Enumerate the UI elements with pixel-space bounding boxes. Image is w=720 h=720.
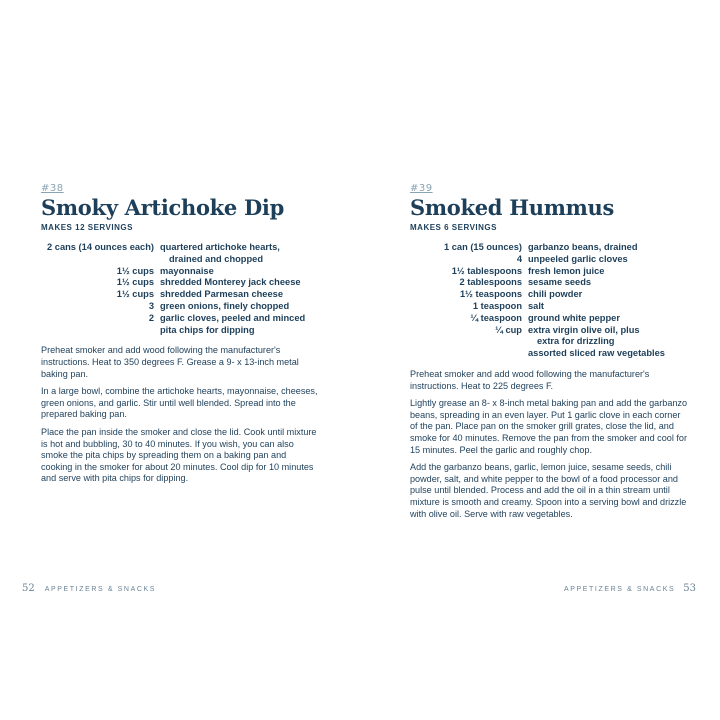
- page-number: 53: [683, 583, 696, 594]
- instruction-paragraph: Preheat smoker and add wood following the manufacturer's instructions. Heat to 350 degrees F. Grease a 9- x 13-inch metal baking pan.: [41, 345, 299, 379]
- ingredient-quantity: 1½ cups: [116, 277, 154, 288]
- ingredient-item: [160, 242, 319, 266]
- ingredient-quantity: 1 teaspoon: [472, 300, 522, 311]
- servings: MAKES 6 SERVINGS: [410, 223, 497, 232]
- ingredient-item: [528, 313, 690, 325]
- ingredient-item: [528, 242, 690, 254]
- ingredient-name: garbanzo beans, drained: [528, 242, 638, 252]
- ingredient-quantity: [41, 325, 154, 337]
- recipe-title: Smoked Hummus: [410, 195, 615, 220]
- instruction-paragraph: Preheat smoker and add wood following the manufacturer's instructions. Heat to 225 degrees F.: [410, 368, 650, 391]
- ingredient-name: chili powder: [528, 289, 583, 300]
- servings: MAKES 12 SERVINGS: [41, 223, 133, 232]
- ingredient-quantity: [410, 348, 522, 360]
- ingredient-quantity: 3: [148, 300, 154, 311]
- ingredient-quantity: 1½ cups: [116, 289, 154, 300]
- page-footer: [22, 583, 156, 594]
- ingredient-quantity: 2 tablespoons: [459, 277, 522, 288]
- ingredient-item: [160, 325, 319, 337]
- ingredient-name: extra virgin olive oil, plus: [528, 324, 640, 335]
- recipe-smoked-hummus: [410, 183, 690, 526]
- ingredient-quantity: ¼ cup: [495, 324, 522, 335]
- recipe-number: #38: [41, 183, 64, 194]
- ingredient-item: [160, 277, 319, 289]
- ingredient-list: [410, 242, 690, 360]
- ingredient-quantity: 1½ teaspoons: [459, 289, 522, 300]
- ingredient-quantity: 1 can (15 ounces): [443, 242, 522, 252]
- ingredient-name: ground white pepper: [528, 312, 620, 323]
- ingredient-name-continued: extra for drizzling: [537, 336, 615, 347]
- ingredient-quantity: ¼ teaspoon: [470, 312, 522, 323]
- instruction-paragraph: Place the pan inside the smoker and close the lid. Cook until mixture is hot and bubbling, 30 to 40 minutes. If you wish, you can also smoke the pita chips by spreading them on a baking pan and cooking in the smoker for about 20 minutes. Cool dip for 10 minutes and serve with pita chips for dipping.: [41, 426, 317, 484]
- recipe-artichoke-dip: [41, 183, 319, 491]
- instructions: [410, 369, 690, 520]
- ingredient-name: mayonnaise: [160, 265, 214, 276]
- ingredient-name: salt: [528, 300, 545, 311]
- ingredient-name: quartered artichoke hearts,: [160, 242, 280, 252]
- ingredient-list: [41, 242, 319, 336]
- ingredient-name: garlic cloves, peeled and minced: [160, 312, 306, 323]
- ingredient-item: [160, 289, 319, 301]
- ingredient-item: [528, 325, 690, 349]
- ingredient-item: [528, 289, 690, 301]
- ingredient-name: shredded Parmesan cheese: [160, 289, 283, 300]
- ingredient-quantity: 1½ cups: [116, 265, 154, 276]
- ingredient-item: [528, 254, 690, 266]
- instruction-paragraph: In a large bowl, combine the artichoke hearts, mayonnaise, cheeses, green onions, and garlic. Stir until well blended. Spread into the prepared baking pan.: [41, 386, 318, 420]
- ingredient-name-continued: drained and chopped: [169, 253, 264, 264]
- ingredient-item: [528, 266, 690, 278]
- section-name: APPETIZERS & SNACKS: [563, 586, 676, 593]
- recipe-title: Smoky Artichoke Dip: [41, 195, 284, 220]
- ingredient-name: sesame seeds: [528, 277, 592, 288]
- ingredient-item: [528, 277, 690, 289]
- right-page: [360, 0, 720, 720]
- ingredient-item: [160, 301, 319, 313]
- ingredient-item: [528, 301, 690, 313]
- ingredient-name: shredded Monterey jack cheese: [160, 277, 301, 288]
- ingredient-quantity: 2: [148, 312, 154, 323]
- ingredient-name: fresh lemon juice: [528, 265, 605, 276]
- ingredient-item: [528, 348, 690, 360]
- recipe-number: #39: [410, 183, 433, 194]
- page-number: 52: [22, 583, 35, 594]
- instruction-paragraph: Add the garbanzo beans, garlic, lemon juice, sesame seeds, chili powder, salt, and white pepper to the bowl of a food processor and pulse until blended. Process and add the oil in a thin stream until mixture is smooth and creamy. Spoon into a serving bowl and drizzle with olive oil. Serve with raw vegetables.: [410, 462, 687, 519]
- ingredient-name: pita chips for dipping: [160, 324, 255, 335]
- section-name: APPETIZERS & SNACKS: [44, 586, 157, 593]
- ingredient-quantity: 2 cans (14 ounces each): [47, 242, 154, 252]
- ingredient-item: [160, 266, 319, 278]
- instruction-paragraph: Lightly grease an 8- x 8-inch metal baking pan and add the garbanzo beans, spreading in an even layer. Put 1 garlic clove in each corner of the pan. Place pan on the smoker grill grates, close the lid, and smoke for 40 minutes. Remove the pan from the smoker and cool for 15 minutes. Peel the garlic and roughly chop.: [410, 398, 688, 455]
- page-footer: [564, 583, 696, 594]
- instructions: [41, 345, 319, 485]
- ingredient-name: green onions, finely chopped: [160, 300, 290, 311]
- ingredient-item: [160, 313, 319, 325]
- ingredient-quantity: 4: [516, 253, 522, 264]
- ingredient-name: assorted sliced raw vegetables: [528, 348, 665, 359]
- ingredient-quantity: 1½ tablespoons: [451, 265, 522, 276]
- ingredient-name: unpeeled garlic cloves: [528, 253, 628, 264]
